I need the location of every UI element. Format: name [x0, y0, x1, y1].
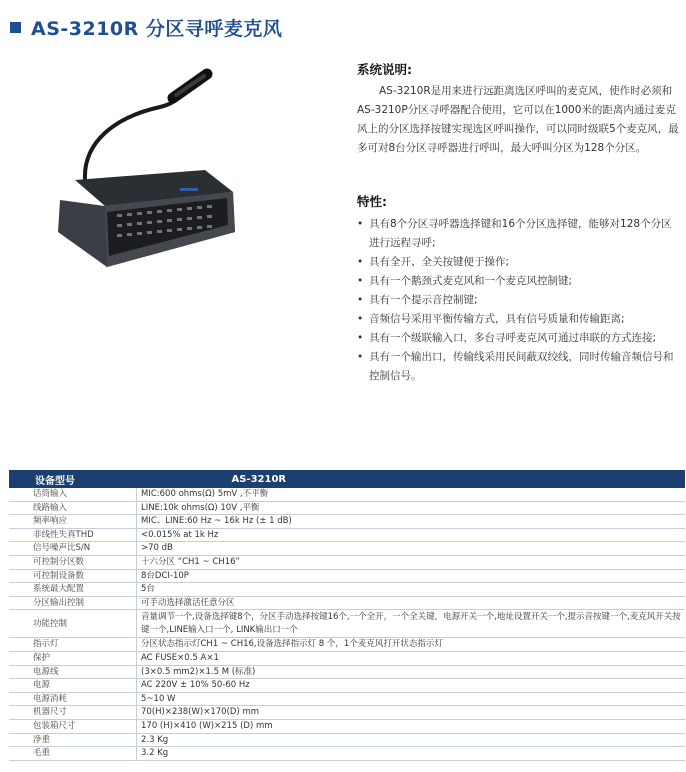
spec-row — [9, 596, 685, 610]
feature-item: • 具有8个分区寻呼器选择键和16个分区选择键，能够对128个分区进行远程寻呼; — [357, 215, 682, 253]
spec-label: 系统最大配置 — [9, 583, 137, 597]
spec-row — [9, 488, 685, 501]
spec-label: 可控制设备数 — [9, 569, 137, 583]
description-heading: 系统说明: — [357, 62, 412, 77]
spec-value: AC 220V ± 10% 50-60 Hz — [137, 679, 686, 693]
spec-label: 保护 — [9, 651, 137, 665]
spec-row — [9, 692, 685, 706]
spec-row — [9, 719, 685, 733]
spec-label: 可控制分区数 — [9, 555, 137, 569]
page-header — [10, 14, 282, 41]
spec-label: 话筒输入 — [9, 488, 137, 501]
feature-item: • 具有一个输出口，传输线采用民间蔽双绞线，同时传输音频信号和控制信号。 — [357, 348, 682, 386]
spec-value: >70 dB — [137, 542, 686, 556]
spec-label: 电源 — [9, 679, 137, 693]
spec-value: 5~10 W — [137, 692, 686, 706]
feature-item: • 具有一个级联输入口，多台寻呼麦克风可通过串联的方式连接; — [357, 329, 682, 348]
spec-value: 8台DCI-10P — [137, 569, 686, 583]
spec-label: 非线性失真THD — [9, 528, 137, 542]
spec-value: LINE:10k ohms(Ω) 10V ,平衡 — [137, 501, 686, 515]
spec-row — [9, 638, 685, 652]
spec-row — [9, 569, 685, 583]
spec-label: 机器尺寸 — [9, 706, 137, 720]
spec-value: 5台 — [137, 583, 686, 597]
features-list — [357, 215, 682, 386]
spec-value: 170 (H)×410 (W)×215 (D) mm — [137, 719, 686, 733]
spec-row — [9, 733, 685, 747]
spec-value: 2.3 Kg — [137, 733, 686, 747]
spec-row — [9, 665, 685, 679]
spec-row — [9, 528, 685, 542]
spec-row — [9, 610, 685, 638]
spec-value: <0.015% at 1k Hz — [137, 528, 686, 542]
spec-label: 功能控制 — [9, 610, 137, 638]
spec-row — [9, 679, 685, 693]
spec-value: 可手动选择激活任意分区 — [137, 596, 686, 610]
feature-item: • 具有全开、全关按键便于操作; — [357, 253, 682, 272]
spec-value: 70(H)×238(W)×170(D) mm — [137, 706, 686, 720]
spec-value: AC FUSE×0.5 A×1 — [137, 651, 686, 665]
page-title: AS-3210R 分区寻呼麦克风 — [31, 18, 283, 40]
spec-header-model: AS-3210R — [137, 470, 686, 488]
spec-label: 电源消耗 — [9, 692, 137, 706]
spec-label: 电源线 — [9, 665, 137, 679]
spec-label: 线路输入 — [9, 501, 137, 515]
spec-value: MIC:600 ohms(Ω) 5mV ,不平衡 — [137, 488, 686, 501]
spec-row — [9, 706, 685, 720]
feature-item: • 具有一个提示音控制键; — [357, 291, 682, 310]
title-square-icon — [10, 22, 21, 33]
spec-value: 分区状态指示灯CH1 ~ CH16,设备选择指示灯 8 个，1个麦克风打开状态指示灯 — [137, 638, 686, 652]
spec-row — [9, 555, 685, 569]
spec-row — [9, 583, 685, 597]
spec-value: 3.2 Kg — [137, 747, 686, 761]
spec-label: 频率响应 — [9, 515, 137, 529]
spec-value: 音量调节一个,设备选择键8个，分区手动选择按键16个,一个全开，一个全关键，电源开关一个,地址设置开关一个,提示音按键一个,麦克风开关按键一个,LINE输入口一个, LINK输出口一个 — [137, 610, 686, 638]
microphone-console-image — [55, 62, 275, 282]
feature-item: • 具有一个鹅颈式麦克风和一个麦克风控制键; — [357, 272, 682, 291]
spec-value: MIC、LINE:60 Hz ~ 16k Hz (± 1 dB) — [137, 515, 686, 529]
spec-value: (3×0.5 mm2)×1.5 M (标准) — [137, 665, 686, 679]
spec-label: 分区输出控制 — [9, 596, 137, 610]
description-text: AS-3210R是用来进行远距离选区呼叫的麦克风，使作时必须和AS-3210P分区寻呼器配合使用，它可以在1000米的距离内通过麦克风上的分区选择按键实现选区呼叫操作，可以同时级联5个麦克风，最多可对8台分区寻呼器进行呼叫，最大呼叫分区为128个分区。 — [357, 85, 679, 154]
spec-row — [9, 501, 685, 515]
spec-label: 毛重 — [9, 747, 137, 761]
spec-header-row — [9, 470, 685, 488]
spec-label: 指示灯 — [9, 638, 137, 652]
spec-row — [9, 542, 685, 556]
spec-row — [9, 747, 685, 761]
spec-label: 信号噪声比S/N — [9, 542, 137, 556]
features-heading: 特性: — [357, 194, 387, 209]
spec-label: 包装箱尺寸 — [9, 719, 137, 733]
spec-header-label: 设备型号 — [9, 470, 137, 488]
spec-table — [9, 470, 685, 761]
spec-value: 十六分区 “CH1 ~ CH16” — [137, 555, 686, 569]
spec-label: 净重 — [9, 733, 137, 747]
spec-row — [9, 515, 685, 529]
spec-row — [9, 651, 685, 665]
feature-item: • 音频信号采用平衡传输方式，具有信号质量和传输距离; — [357, 310, 682, 329]
